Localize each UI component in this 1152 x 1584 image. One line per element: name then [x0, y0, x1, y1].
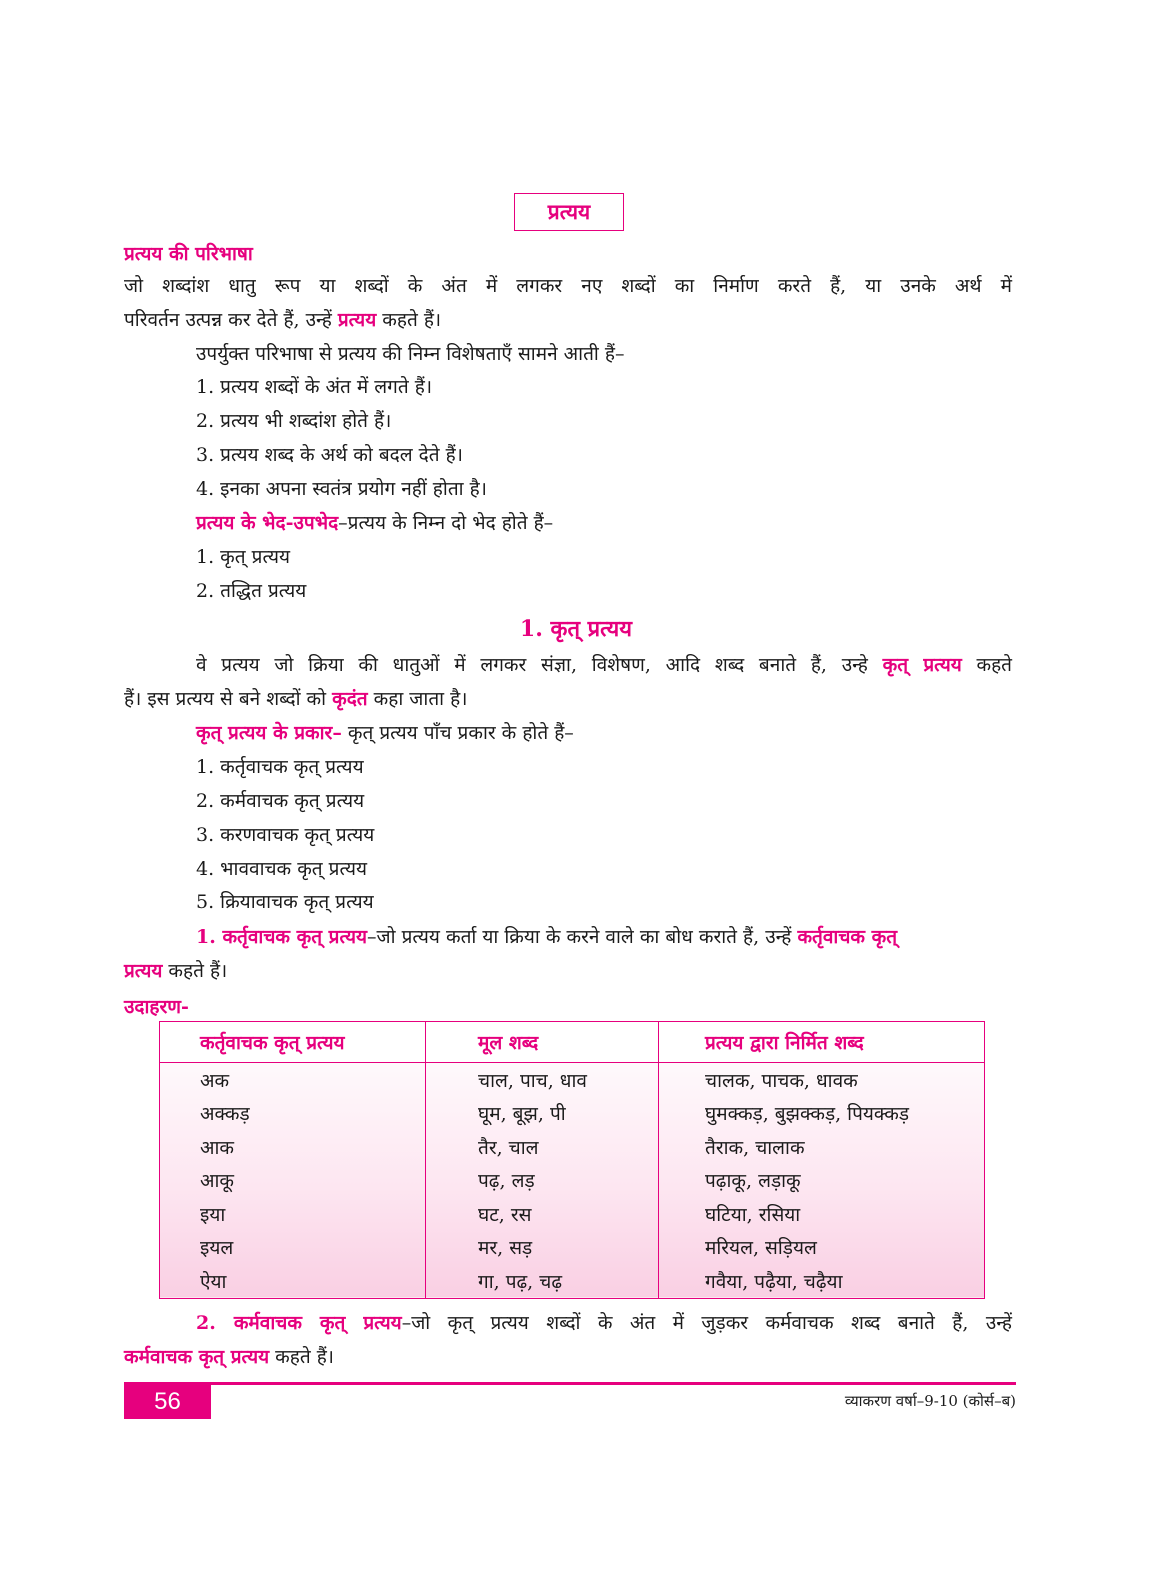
table-cell: अक्कड़ — [160, 1097, 426, 1131]
table-header-formed: प्रत्यय द्वारा निर्मित शब्द — [659, 1022, 985, 1063]
table-header-row — [160, 1022, 985, 1063]
table-cell: इया — [160, 1197, 426, 1231]
kartri-line-1 — [196, 924, 897, 950]
table-cell: तैराक, चालाक — [659, 1130, 985, 1164]
table-cell: गवैया, पढ़ैया, चढ़ैया — [659, 1264, 985, 1298]
karma-line-2 — [124, 1344, 334, 1370]
table-row — [160, 1231, 985, 1265]
kartri-text: –जो प्रत्यय कर्ता या क्रिया के करने वाले का बोध कराते हैं, उन्हें — [367, 926, 798, 948]
table-cell: पढ़, लड़ — [426, 1164, 659, 1198]
karma-label: 2. कर्मवाचक कृत् प्रत्यय — [196, 1312, 402, 1334]
feature-item: 3. प्रत्यय शब्द के अर्थ को बदल देते हैं। — [196, 444, 463, 466]
table-row — [160, 1164, 985, 1198]
table-cell: गा, पढ़, चढ़ — [426, 1264, 659, 1298]
kartri-term: कर्तृवाचक कृत् — [797, 926, 898, 948]
karma-term: कर्मवाचक कृत् प्रत्यय — [124, 1346, 270, 1368]
krit-term: कृत् प्रत्यय — [882, 654, 962, 676]
krit-kinds-line — [196, 720, 574, 746]
type-item: 1. कृत् प्रत्यय — [196, 546, 290, 568]
karma-text: –जो कृत् प्रत्यय शब्दों के अंत में जुड़कर कर्मवाचक शब्द बनाते हैं, उन्हें — [401, 1312, 1012, 1334]
definition-line-1: जो शब्दांश धातु रूप या शब्दों के अंत में लगकर नए शब्दों का निर्माण करते हैं, या उनके अर्थ में — [124, 275, 1012, 297]
table-cell: घटिया, रसिया — [659, 1197, 985, 1231]
table-cell: ऐया — [160, 1264, 426, 1298]
table-row — [160, 1130, 985, 1164]
definition-term: प्रत्यय — [337, 309, 377, 331]
types-label: प्रत्यय के भेद-उपभेद — [196, 512, 339, 534]
feature-item: 1. प्रत्यय शब्दों के अंत में लगते हैं। — [196, 376, 433, 398]
definition-heading: प्रत्यय की परिभाषा — [124, 243, 253, 265]
book-title: व्याकरण वर्षा–9-10 (कोर्स–ब) — [844, 1392, 1016, 1410]
kartri-term-2: प्रत्यय — [124, 960, 163, 982]
types-line — [196, 510, 553, 536]
krit-kind-item: 1. कर्तृवाचक कृत् प्रत्यय — [196, 756, 364, 778]
table-cell: आकू — [160, 1164, 426, 1198]
table-cell: घूम, बूझ, पी — [426, 1097, 659, 1131]
definition-text-end: कहते हैं। — [376, 309, 442, 331]
page-title: प्रत्यय — [514, 193, 624, 231]
krit-kind-item: 4. भाववाचक कृत् प्रत्यय — [196, 858, 368, 880]
table-cell: अक — [160, 1063, 426, 1097]
table-cell: मर, सड़ — [426, 1231, 659, 1265]
kartri-text-end: कहते हैं। — [162, 960, 228, 982]
kartri-line-2 — [124, 958, 227, 984]
karma-text-end: कहते हैं। — [269, 1346, 334, 1368]
table-cell: मरियल, सड़ियल — [659, 1231, 985, 1265]
definition-line-2 — [124, 307, 441, 333]
feature-item: 4. इनका अपना स्वतंत्र प्रयोग नहीं होता है। — [196, 478, 487, 500]
krit-kind-item: 2. कर्मवाचक कृत् प्रत्यय — [196, 790, 365, 812]
krit-text-2-end: कहा जाता है। — [367, 688, 468, 710]
table-cell: घट, रस — [426, 1197, 659, 1231]
table-cell: पढ़ाकू, लड़ाकू — [659, 1164, 985, 1198]
type-item: 2. तद्धित प्रत्यय — [196, 580, 307, 602]
table-cell: तैर, चाल — [426, 1130, 659, 1164]
kridant-term: कृदंत — [332, 688, 368, 710]
krit-line-2 — [124, 686, 467, 712]
table-cell: चालक, पाचक, धावक — [659, 1063, 985, 1097]
karma-line-1 — [196, 1310, 1012, 1336]
krit-kind-item: 5. क्रियावाचक कृत् प्रत्यय — [196, 891, 374, 913]
table-cell: इयल — [160, 1231, 426, 1265]
krit-heading: 1. कृत् प्रत्यय — [519, 616, 633, 642]
footer-rule — [124, 1382, 1016, 1385]
table-header-root: मूल शब्द — [426, 1022, 659, 1063]
table-row — [160, 1197, 985, 1231]
page-number: 56 — [124, 1385, 211, 1419]
table-cell: आक — [160, 1130, 426, 1164]
table-cell: घुमक्कड़, बुझक्कड़, पियक्कड़ — [659, 1097, 985, 1131]
krit-kinds-text: कृत् प्रत्यय पाँच प्रकार के होते हैं– — [341, 722, 574, 744]
table-cell: चाल, पाच, धाव — [426, 1063, 659, 1097]
example-label: उदाहरण- — [124, 996, 189, 1018]
krit-kind-item: 3. करणवाचक कृत् प्रत्यय — [196, 824, 375, 846]
feature-item: 2. प्रत्यय भी शब्दांश होते हैं। — [196, 410, 392, 432]
table-header-suffix: कर्तृवाचक कृत् प्रत्यय — [160, 1022, 426, 1063]
definition-text: परिवर्तन उत्पन्न कर देते हैं, उन्हें — [124, 309, 338, 331]
table-row — [160, 1264, 985, 1298]
types-text: –प्रत्यय के निम्न दो भेद होते हैं– — [338, 512, 554, 534]
table-row — [160, 1063, 985, 1097]
kartri-label: 1. कर्तृवाचक कृत् प्रत्यय — [196, 926, 368, 948]
krit-text-end: कहते — [961, 654, 1012, 676]
kartri-example-table — [159, 1021, 985, 1299]
krit-text-2: हैं। इस प्रत्यय से बने शब्दों को — [124, 688, 333, 710]
krit-text: वे प्रत्यय जो क्रिया की धातुओं में लगकर संज्ञा, विशेषण, आदि शब्द बनाते हैं, उन्हे — [196, 654, 883, 676]
table-row — [160, 1097, 985, 1131]
features-intro: उपर्युक्त परिभाषा से प्रत्यय की निम्न विशेषताएँ सामने आती हैं– — [196, 343, 625, 365]
krit-kinds-label: कृत् प्रत्यय के प्रकार– — [196, 722, 342, 744]
krit-line-1 — [196, 652, 1012, 678]
